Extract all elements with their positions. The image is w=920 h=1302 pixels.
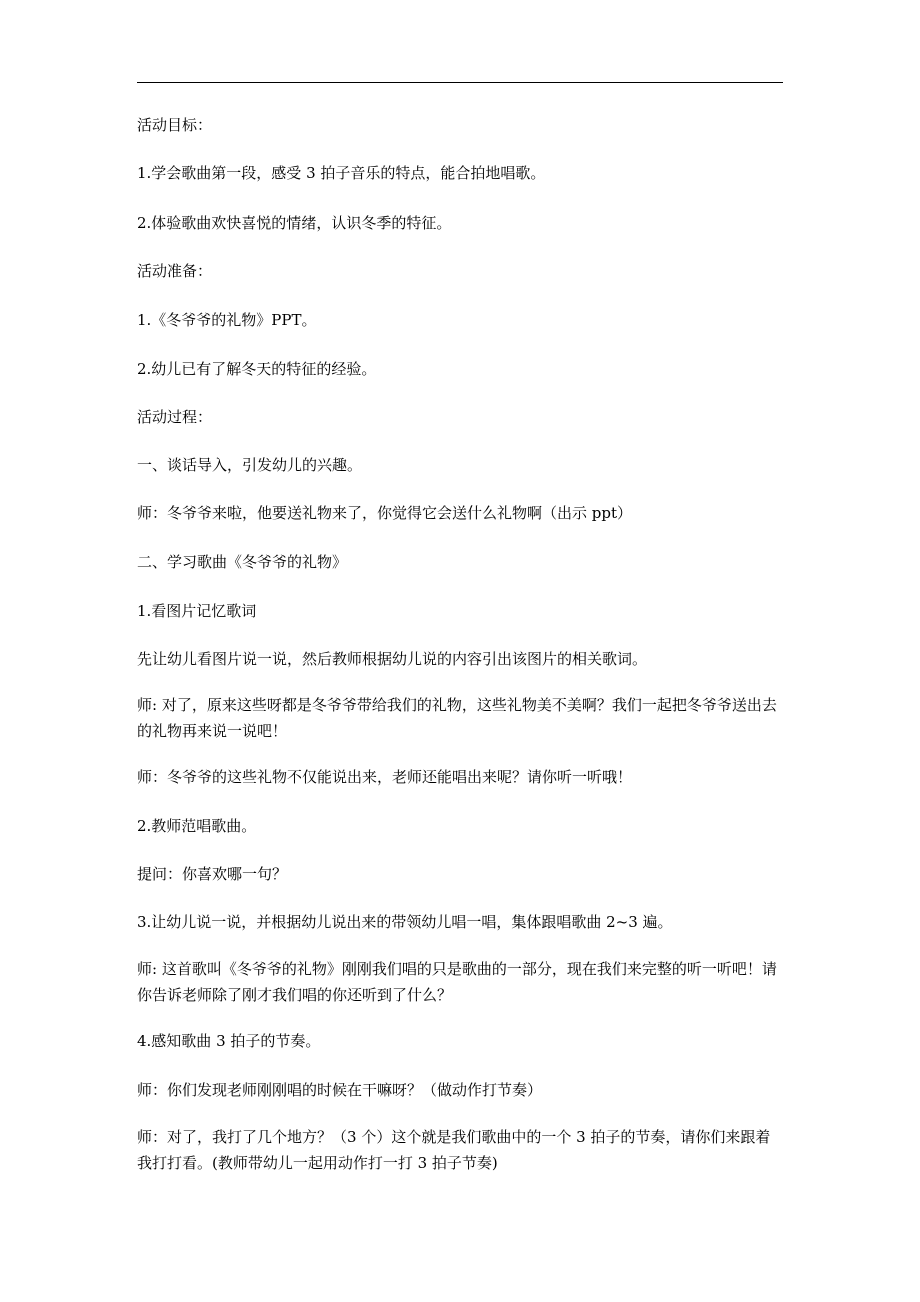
substep-2: 2.教师范唱歌曲。 — [137, 817, 257, 835]
teacher-line: 师：你们发现老师刚刚唱的时候在干嘛呀？（做动作打节奏） — [137, 1081, 543, 1099]
teacher-line: 师: 这首歌叫《冬爷爷的礼物》刚刚我们唱的只是歌曲的一部分，现在我们来完整的听一听吧！请你告诉老师除了刚才我们唱的你还听到了什么？ — [137, 960, 777, 1004]
preparation-item-1: 1.《冬爷爷的礼物》PPT。 — [137, 311, 317, 329]
teacher-line: 师: 对了，原来这些呀都是冬爷爷带给我们的礼物，这些礼物美不美啊？我们一起把冬爷爷送出去的礼物再来说一说吧！ — [137, 696, 777, 740]
header-rule — [137, 82, 783, 83]
question-line: 提问：你喜欢哪一句？ — [137, 865, 288, 883]
substep-1: 1.看图片记忆歌词 — [137, 602, 257, 620]
substep-3: 3.让幼儿说一说，并根据幼儿说出来的带领幼儿唱一唱，集体跟唱歌曲 2~3 遍。 — [137, 913, 673, 931]
step-heading-2: 二、学习歌曲《冬爷爷的礼物》 — [137, 553, 348, 571]
section-heading-process: 活动过程： — [137, 408, 213, 426]
teacher-line: 师：冬爷爷的这些礼物不仅能说出来，老师还能唱出来呢？请你听一听哦！ — [137, 768, 633, 786]
step-heading-1: 一、谈话导入，引发幼儿的兴趣。 — [137, 456, 363, 474]
section-heading-goals: 活动目标： — [137, 116, 213, 134]
teacher-line: 师：冬爷爷来啦，他要送礼物来了，你觉得它会送什么礼物啊（出示 ppt） — [137, 504, 633, 522]
goal-item-1: 1.学会歌曲第一段，感受 3 拍子音乐的特点，能合拍地唱歌。 — [137, 164, 546, 182]
teacher-line: 师：对了，我打了几个地方？（3 个）这个就是我们歌曲中的一个 3 拍子的节奏，请你们来跟着我打打看。(教师带幼儿一起用动作打一打 3 拍子节奏) — [137, 1128, 771, 1172]
goal-item-2: 2.体验歌曲欢快喜悦的情绪，认识冬季的特征。 — [137, 214, 452, 232]
instruction-line: 先让幼儿看图片说一说，然后教师根据幼儿说的内容引出该图片的相关歌词。 — [137, 650, 648, 668]
preparation-item-2: 2.幼儿已有了解冬天的特征的经验。 — [137, 360, 377, 378]
substep-4: 4.感知歌曲 3 拍子的节奏。 — [137, 1032, 321, 1050]
section-heading-preparation: 活动准备： — [137, 262, 213, 280]
